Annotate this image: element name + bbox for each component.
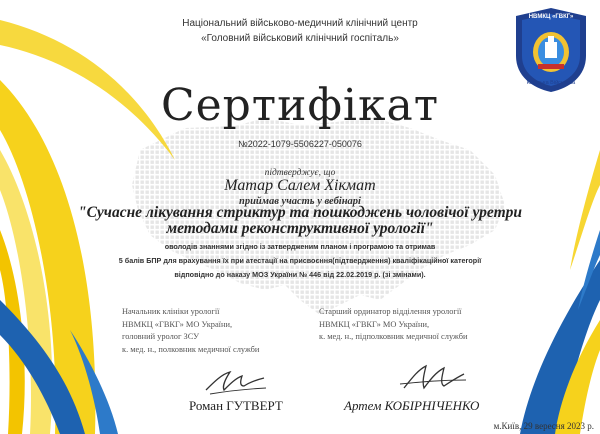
signatory-1-name: Роман ГУТВЕРТ: [189, 398, 283, 413]
certificate-number: №2022-1079-5506227-050076: [238, 139, 362, 149]
emblem-side-text: Київська Військова: [526, 80, 576, 86]
body-text-line3: відповідно до наказу МОЗ України № 446 від 22.02.2019 р. (зі змінами).: [174, 270, 426, 279]
signatory-1-org: НВМКЦ «ГВКГ» МО України,: [122, 319, 233, 329]
signatory-1-role: головний уролог ЗСУ: [122, 332, 200, 341]
signatory-2-position: Старший ординатор відділення урології: [319, 307, 462, 316]
signature-1-icon: [200, 364, 270, 398]
body-text-line2: 5 балів БПР для врахування їх при атестації на присвоєння(підтвердження) кваліфікаційної категорії: [118, 256, 482, 265]
certificate-title: Сертифікат: [160, 80, 440, 131]
signatory-2-rank: к. мед. н., підполковник медичної служби: [319, 332, 468, 341]
signature-2-icon: [396, 360, 468, 396]
signatory-2-org: НВМКЦ «ГВКГ» МО України,: [319, 319, 430, 329]
webinar-title-line1: "Сучасне лікування стриктур та пошкоджень чоловічої уретри: [77, 204, 522, 221]
emblem-top-text: НВМКЦ «ГВКГ»: [528, 14, 574, 20]
signatory-2-name: Артем КОБІРНІЧЕНКО: [344, 398, 480, 413]
confirms-text: підтверджує, що: [264, 168, 336, 178]
signatory-2-block: [319, 306, 467, 344]
person-name: Матар Салем Хікмат: [224, 177, 376, 194]
org-name-line1: Національний військово-медичний клінічний центр: [182, 18, 418, 29]
place-date: м.Київ, 29 вересня 2023 р.: [493, 421, 594, 431]
org-name-line2: «Головний військовий клінічний госпіталь»: [201, 33, 399, 44]
signatory-1-block: [122, 306, 259, 356]
webinar-title-line2: методами реконструктивної урології": [166, 220, 434, 237]
signatory-1-position: Начальник клініки урології: [122, 307, 220, 316]
signatory-1-rank: к. мед. н., полковник медичної служби: [122, 344, 260, 354]
body-text-line1: оволодів знаннями згідно із затвердженим планом і програмою та отримав: [164, 242, 436, 251]
participated-text: приймав участь у вебінарі: [239, 196, 361, 207]
